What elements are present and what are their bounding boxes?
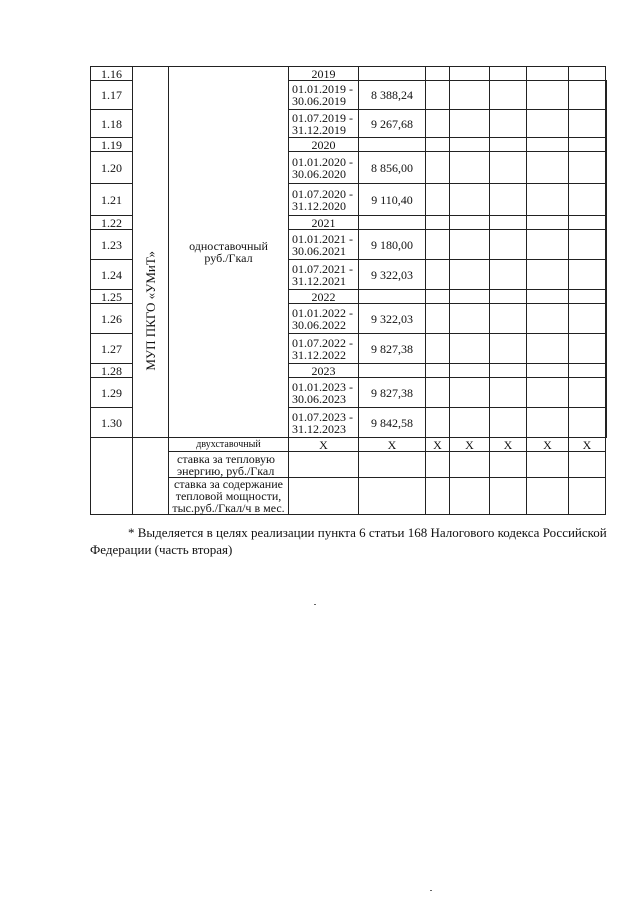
row-number: 1.22 <box>91 216 133 230</box>
table-row <box>91 478 607 515</box>
tariff-value: 9 827,38 <box>359 334 426 364</box>
x-mark: X <box>450 438 490 452</box>
tariff-value: 9 842,58 <box>359 408 426 438</box>
period-cell: 01.01.2022 - 30.06.2022 <box>289 304 359 334</box>
row-number: 1.25 <box>91 290 133 304</box>
row-number: 1.30 <box>91 408 133 438</box>
year-cell: 2019 <box>289 67 359 81</box>
tariff-value: 9 267,68 <box>359 110 426 138</box>
scan-speck <box>314 604 316 605</box>
year-cell: 2023 <box>289 364 359 378</box>
x-mark: X <box>569 438 606 452</box>
footnote <box>90 524 610 558</box>
energy-rate-label: ставка за тепловую энергию, руб./Гкал <box>169 452 289 478</box>
period-cell: 01.01.2019 - 30.06.2019 <box>289 81 359 110</box>
row-number: 1.27 <box>91 334 133 364</box>
row-number: 1.24 <box>91 260 133 290</box>
tariff-value: 8 388,24 <box>359 81 426 110</box>
row-number: 1.17 <box>91 81 133 110</box>
row-number: 1.18 <box>91 110 133 138</box>
row-number: 1.28 <box>91 364 133 378</box>
table-row <box>91 452 607 478</box>
capacity-rate-label: ставка за содержание тепловой мощности, тыс.руб./Гкал/ч в мес. <box>169 478 289 515</box>
period-cell: 01.07.2019 - 31.12.2019 <box>289 110 359 138</box>
year-cell: 2022 <box>289 290 359 304</box>
year-cell: 2020 <box>289 138 359 152</box>
x-mark: X <box>289 438 359 452</box>
tariff-value: 8 856,00 <box>359 152 426 184</box>
row-number: 1.16 <box>91 67 133 81</box>
period-cell: 01.07.2023 - 31.12.2023 <box>289 408 359 438</box>
tariff-value: 9 180,00 <box>359 230 426 260</box>
period-cell: 01.07.2020 - 31.12.2020 <box>289 184 359 216</box>
period-cell: 01.01.2023 - 30.06.2023 <box>289 378 359 408</box>
x-mark: X <box>426 438 450 452</box>
period-cell: 01.01.2020 - 30.06.2020 <box>289 152 359 184</box>
scan-speck <box>430 890 432 891</box>
single-rate-label: одноставочный руб./Гкал <box>189 239 268 265</box>
row-number: 1.26 <box>91 304 133 334</box>
organization-name: МУП ПКГО «УМиТ» <box>142 251 158 371</box>
footnote-line-2: Федерации (часть вторая) <box>90 542 233 557</box>
type-cell <box>169 67 289 438</box>
tariff-value: 9 322,03 <box>359 260 426 290</box>
two-rate-label: двухставочный <box>169 438 289 452</box>
table-row <box>91 438 607 452</box>
x-mark: X <box>359 438 426 452</box>
tariff-value: 9 110,40 <box>359 184 426 216</box>
tariff-table <box>90 66 607 515</box>
x-mark: X <box>527 438 569 452</box>
row-number: 1.21 <box>91 184 133 216</box>
x-mark: X <box>490 438 527 452</box>
organization-cell <box>133 67 169 438</box>
row-number: 1.19 <box>91 138 133 152</box>
row-number: 1.20 <box>91 152 133 184</box>
footnote-line-1: * Выделяется в целях реализации пункта 6 статьи 168 Налогового кодекса Российской <box>128 525 607 540</box>
period-cell: 01.07.2021 - 31.12.2021 <box>289 260 359 290</box>
tariff-value: 9 827,38 <box>359 378 426 408</box>
period-cell: 01.07.2022 - 31.12.2022 <box>289 334 359 364</box>
row-number: 1.29 <box>91 378 133 408</box>
row-number: 1.23 <box>91 230 133 260</box>
table-row <box>91 67 607 81</box>
year-cell: 2021 <box>289 216 359 230</box>
tariff-value: 9 322,03 <box>359 304 426 334</box>
period-cell: 01.01.2021 - 30.06.2021 <box>289 230 359 260</box>
